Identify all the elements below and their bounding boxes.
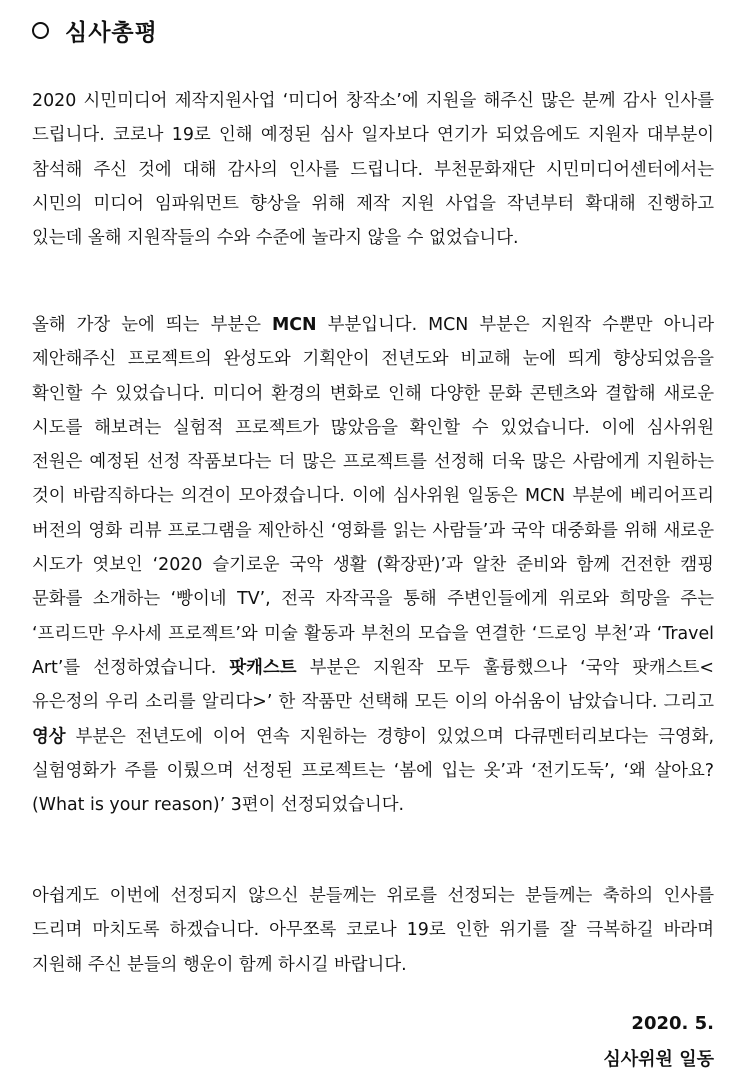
paragraph-review-text-b: 부분입니다. MCN 부분은 지원작 수뿐만 아니라 제안해주신 프로젝트의 완성도와 기획안이 전년도와 비교해 눈에 띄게 향상되었음을 확인할 수 있었습니다. 미디어 환경의 변화로 인해 다양한 문화 콘텐츠와 결합해 새로운 시도를 해보려는 실험적 프로젝트가 많았음을 확인할 수 있었습니다. 이에 심사위원 전원은 예정된 선정 작품보다는 더 많은 프로젝트를 선정해 더욱 많은 사람에게 지원하는 것이 바람직하다는 의견이 모아졌습니다. 이에 심사위원 일동은 MCN 부분에 베리어프리 버전의 영화 리뷰 프로그램을 제안하신 ‘영화를 읽는 사람들’과 국악 대중화를 위해 새로운 시도가 엿보인 ‘2020 슬기로운 국악 생활 (확장판)’과 알찬 준비와 함께 건전한 캠핑 문화를 소개하는 ‘빵이네 TV’, 전곡 자작곡을 통해 주변인들에게 위로와 희망을 주는 ‘프리드만 우사세 프로젝트’와 미술 활동과 부천의 모습을 연결한 ‘드로잉 부천’과 ‘Travel Art’를 선정하였습니다. — [32, 315, 714, 678]
signature-signer: 심사위원 일동 — [603, 1049, 714, 1070]
keyword-mcn: MCN — [271, 315, 317, 335]
paragraph-review-text-c: 부분은 지원작 모두 훌륭했으나 ‘국악 팟캐스트<유은정의 우리 소리를 알리다>’ 한 작품만 선택해 모든 이의 아쉬움이 남았습니다. 그리고 — [32, 657, 714, 713]
signature-date: 2020. 5. — [631, 1013, 714, 1034]
section-heading — [32, 12, 158, 48]
paragraph-review — [32, 308, 714, 822]
paragraph-review-text-d: 부분은 전년도에 이어 연속 지원하는 경향이 있었으며 다큐멘터리보다는 극영화, 실험영화가 주를 이뤘으며 선정된 프로젝트는 ‘봄에 입는 옷’과 ‘전기도둑’, ‘왜 살아요? (What is your reason)’ 3편이 선정되었습니다. — [32, 726, 714, 816]
paragraph-closing — [32, 879, 714, 982]
paragraph-closing-text: 아쉽게도 이번에 선정되지 않으신 분들께는 위로를 선정되는 분들께는 축하의 인사를 드리며 마치도록 하겠습니다. 아무쪼록 코로나 19로 인한 위기를 잘 극복하길 바라며 지원해 주신 분들의 행운이 함께 하시길 바랍니다. — [32, 886, 714, 975]
section-title: 심사총평 — [65, 19, 158, 46]
paragraph-intro — [32, 84, 714, 255]
circle-bullet-icon — [32, 22, 49, 39]
keyword-podcast: 팟캐스트 — [229, 657, 297, 678]
paragraph-intro-text: 2020 시민미디어 제작지원사업 ‘미디어 창작소’에 지원을 해주신 많은 분께 감사 인사를 드립니다. 코로나 19로 인해 예정된 심사 일자보다 연기가 되었음에도 지원자 대부분이 참석해 주신 것에 대해 감사의 인사를 드립니다. 부천문화재단 시민미디어센터에서는 시민의 미디어 임파워먼트 향상을 위해 제작 지원 사업을 작년부터 확대해 진행하고 있는데 올해 지원작들의 수와 수준에 놀라지 않을 수 없었습니다. — [32, 91, 714, 249]
keyword-video: 영상 — [32, 726, 66, 747]
paragraph-review-text-a: 올해 가장 눈에 띄는 부분은 — [32, 315, 272, 335]
